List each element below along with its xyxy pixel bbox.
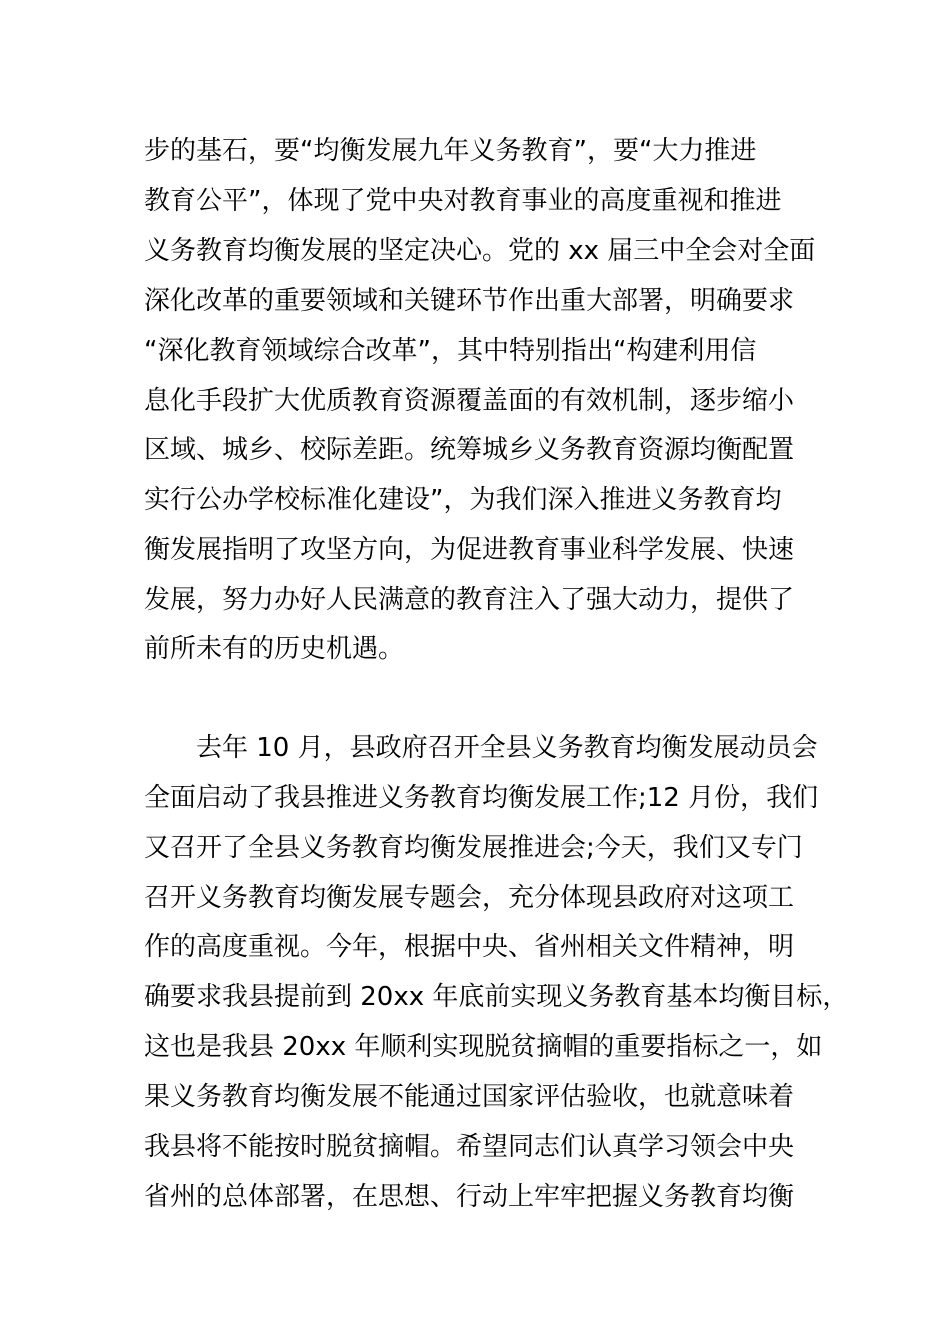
- paragraph-1-line-4: 深化改革的重要领域和关键环节作出重大部署，明确要求: [144, 286, 795, 316]
- paragraph-1-line-7: 区域、城乡、校际差距。统筹城乡义务教育资源均衡配置: [144, 435, 795, 465]
- paragraph-1-line-10: 发展，努力办好人民满意的教育注入了强大动力，提供了: [144, 585, 795, 615]
- paragraph-2-line-5: 作的高度重视。今年，根据中央、省州相关文件精神，明: [144, 932, 795, 962]
- paragraph-1-line-5: “深化教育领域综合改革”，其中特别指出“构建利用信: [144, 336, 757, 366]
- paragraph-2-line-10: 省州的总体部署，在思想、行动上牢牢把握义务教育均衡: [144, 1182, 795, 1212]
- paragraph-2-line-3: 又召开了全县义务教育均衡发展推进会;今天，我们又专门: [144, 833, 803, 863]
- paragraph-1-line-8: 实行公办学校标准化建设”，为我们深入推进义务教育均: [144, 485, 782, 515]
- paragraph-1-line-9: 衡发展指明了攻坚方向，为促进教育事业科学发展、快速: [144, 535, 795, 565]
- paragraph-2-line-4: 召开义务教育均衡发展专题会，充分体现县政府对这项工: [144, 883, 795, 913]
- paragraph-2-line-8: 果义务教育均衡发展不能通过国家评估验收，也就意味着: [144, 1082, 795, 1112]
- paragraph-1-line-6: 息化手段扩大优质教育资源覆盖面的有效机制，逐步缩小: [144, 386, 795, 416]
- paragraph-1-line-11: 前所未有的历史机遇。: [144, 634, 405, 664]
- paragraph-2-line-7: 这也是我县 20xx 年顺利实现脱贫摘帽的重要指标之一，如: [144, 1032, 823, 1062]
- paragraph-1-line-2: 教育公平”，体现了党中央对教育事业的高度重视和推进: [144, 186, 782, 216]
- paragraph-1-line-1: 步的基石，要“均衡发展九年义务教育”，要“大力推进: [144, 136, 757, 166]
- paragraph-1-line-3: 义务教育均衡发展的坚定决心。党的 xx 届三中全会对全面: [144, 236, 816, 266]
- paragraph-2-line-9: 我县将不能按时脱贫摘帽。希望同志们认真学习领会中央: [144, 1132, 795, 1162]
- paragraph-2-line-2: 全面启动了我县推进义务教育均衡发展工作;12 月份，我们: [144, 783, 819, 813]
- paragraph-2-line-6: 确要求我县提前到 20xx 年底前实现义务教育基本均衡目标，: [144, 982, 849, 1012]
- paragraph-2-line-1: 去年 10 月，县政府召开全县义务教育均衡发展动员会: [196, 733, 818, 763]
